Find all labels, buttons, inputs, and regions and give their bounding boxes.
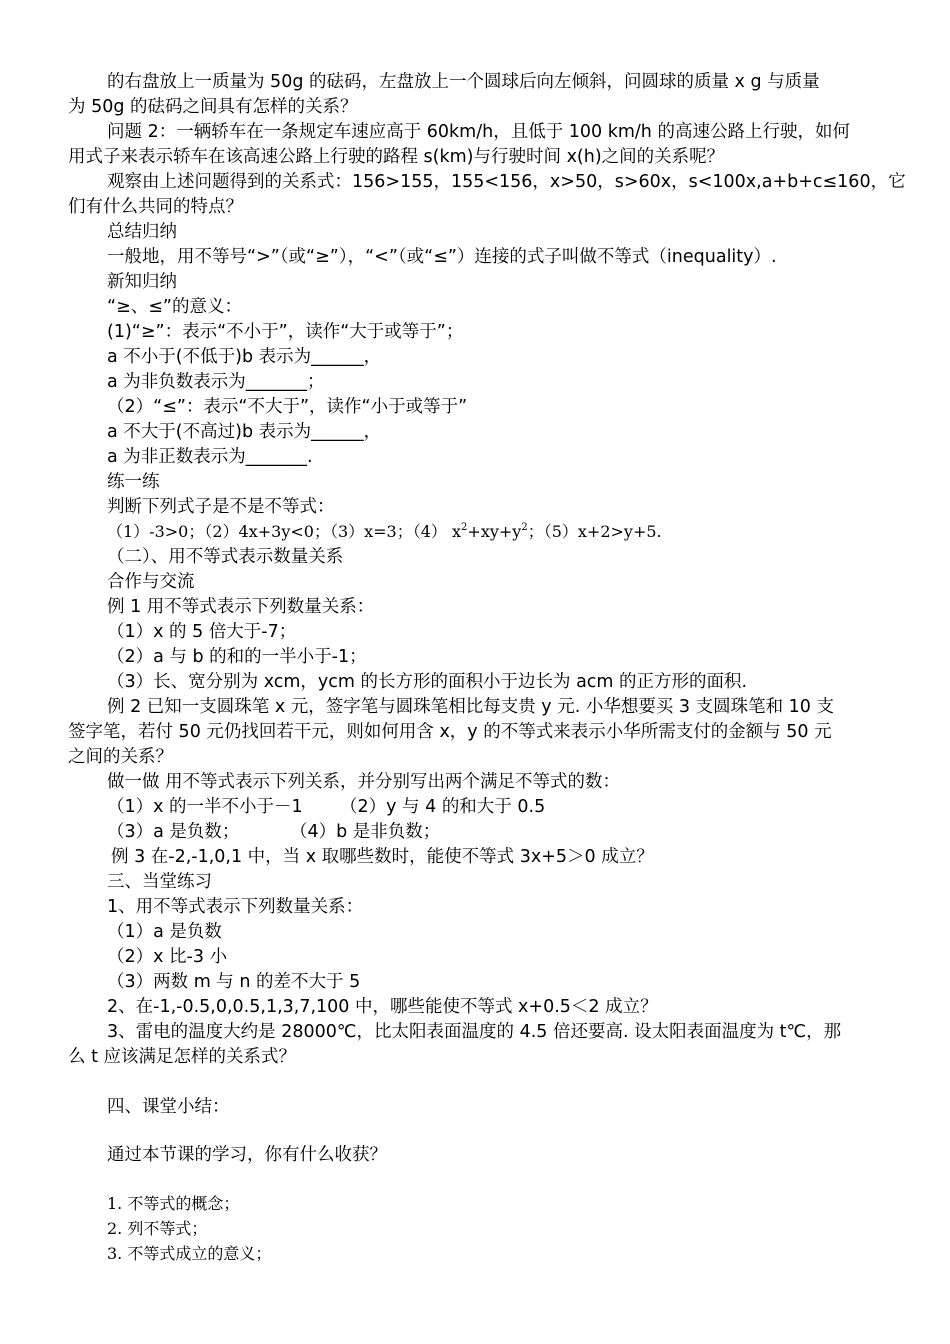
text-line: 例 1 用不等式表示下列数量关系：	[107, 597, 375, 617]
expression-line	[107, 520, 662, 544]
section-heading: 练一练	[107, 472, 160, 492]
section-heading: 四、课堂小结：	[107, 1097, 230, 1117]
text-line: 判断下列式子是不是不等式：	[107, 497, 335, 517]
text-line: （2）x 比-3 小	[107, 947, 228, 967]
expression-part: +xy+y	[467, 522, 522, 541]
text-line: 一般地，用不等号“>”（或“≥”），“<”（或“≤”）连接的式子叫做不等式（inequality）.	[107, 247, 777, 267]
text-line: 观察由上述问题得到的关系式：156>155，155<156，x>50，s>60x，s<100x,a+b+c≤160，它	[107, 172, 906, 192]
text-line: 么 t 应该满足怎样的关系式？	[68, 1047, 296, 1067]
section-heading: 总结归纳	[107, 222, 177, 242]
text-line: 们有什么共同的特点？	[68, 197, 243, 217]
exponent: 2	[461, 522, 468, 533]
section-heading: （二）、用不等式表示数量关系	[107, 547, 344, 567]
exponent: 2	[521, 522, 528, 533]
text-line: 2、在-1,-0.5,0,0.5,1,3,7,100 中，哪些能使不等式 x+0.5＜2 成立？	[107, 997, 658, 1017]
text-line: （2）a 与 b 的和的一半小于-1；	[107, 647, 367, 667]
text-line: （2）“≤”：表示“不大于”，读作“小于或等于”	[107, 397, 468, 417]
text-line: （4）b 是非负数；	[290, 822, 441, 842]
text-line: (1)“≥”：表示“不小于”，读作“大于或等于”；	[107, 322, 464, 342]
text-line: 1、用不等式表示下列数量关系：	[107, 897, 364, 917]
text-line: “≥、≤”的意义：	[107, 297, 242, 317]
text-line: （3）长、宽分别为 xcm，ycm 的长方形的面积小于边长为 acm 的正方形的面积.	[107, 672, 748, 692]
list-item: 2. 列不等式；	[107, 1219, 208, 1238]
expression-part: （1）-3>0；（2）4x+3y<0；（3）x=3；（4） x	[107, 522, 462, 541]
section-heading: 新知归纳	[107, 272, 177, 292]
text-line: 问题 2：一辆轿车在一条规定车速应高于 60km/h，且低于 100 km/h 的高速公路上行驶，如何	[107, 122, 850, 142]
text-line: （1）a 是负数	[107, 922, 222, 942]
text-line: 之间的关系？	[68, 747, 173, 767]
text-line: 做一做 用不等式表示下列关系，并分别写出两个满足不等式的数：	[107, 772, 621, 792]
text-line: 3、雷电的温度大约是 28000℃，比太阳表面温度的 4.5 倍还要高. 设太阳表面温度为 t℃，那	[107, 1022, 842, 1042]
text-line: a 为非正数表示为_______.	[107, 447, 313, 467]
list-item: 3. 不等式成立的意义；	[107, 1244, 272, 1263]
text-line: 用式子来表示轿车在该高速公路上行驶的路程 s(km)与行驶时间 x(h)之间的关系呢？	[68, 147, 725, 167]
list-item: 1. 不等式的概念；	[107, 1194, 240, 1213]
text-line: 的右盘放上一质量为 50g 的砝码，左盘放上一个圆球后向左倾斜，问圆球的质量 x g 与质量	[107, 72, 820, 92]
text-line: （2）y 与 4 的和大于 0.5	[340, 797, 546, 817]
text-line: （3）a 是负数；	[107, 822, 240, 842]
text-line: a 不小于(不低于)b 表示为______，	[107, 347, 382, 367]
expression-part: ；（5）x+2>y+5.	[527, 522, 662, 541]
text-line: （1）x 的 5 倍大于-7；	[107, 622, 297, 642]
section-heading: 三、当堂练习	[107, 872, 212, 892]
text-line: 为 50g 的砝码之间具有怎样的关系？	[68, 97, 358, 117]
text-line: （3）两数 m 与 n 的差不大于 5	[107, 972, 361, 992]
section-heading: 合作与交流	[107, 572, 195, 592]
text-line: 例 3 在-2,-1,0,1 中，当 x 取哪些数时，能使不等式 3x+5＞0 成立？	[111, 847, 654, 867]
text-line: 通过本节课的学习，你有什么收获？	[107, 1145, 387, 1165]
text-line: 例 2 已知一支圆珠笔 x 元，签字笔与圆珠笔相比每支贵 y 元. 小华想要买 3 支圆珠笔和 10 支	[107, 697, 834, 717]
text-line: a 不大于(不高过)b 表示为______，	[107, 422, 382, 442]
text-line: 签字笔，若付 50 元仍找回若干元，则如何用含 x，y 的不等式来表示小华所需支付的金额与 50 元	[68, 722, 832, 742]
text-line: a 为非负数表示为_______；	[107, 372, 325, 392]
text-line: （1）x 的一半不小于－1	[107, 797, 303, 817]
